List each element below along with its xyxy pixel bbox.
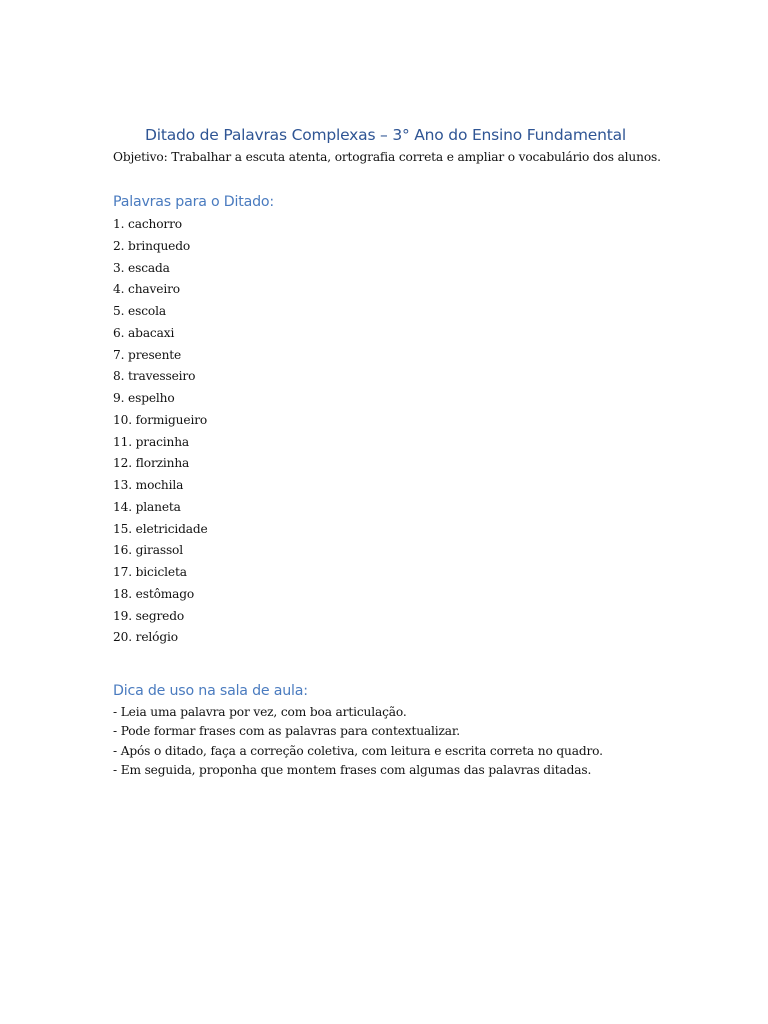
tip-list [113,703,658,780]
tip-item: - Em seguida, proponha que montem frases com algumas das palavras ditadas. [113,762,592,777]
word-item: 17. bicicleta [113,565,187,579]
word-item: 1. cachorro [113,217,182,231]
document-title: Ditado de Palavras Complexas – 3° Ano do Ensino Fundamental [145,126,626,144]
word-item: 8. travesseiro [113,369,196,384]
word-item: 12. florzinha [113,456,190,471]
word-item: 5. escola [113,304,166,318]
word-item: 2. brinquedo [113,238,191,253]
word-item: 10. formigueiro [113,412,208,427]
word-list [113,214,658,649]
words-section-heading: Palavras para o Ditado: [113,194,274,210]
objective-text: Objetivo: Trabalhar a escuta atenta, ortografia correta e ampliar o vocabulário dos alunos. [113,150,661,164]
word-item: 11. pracinha [113,434,190,449]
word-item: 15. eletricidade [113,521,208,536]
word-item: 7. presente [113,347,182,362]
word-item: 20. relógio [113,630,178,645]
tip-item: - Após o ditado, faça a correção coletiva, com leitura e escrita correta no quadro. [113,743,603,758]
tip-item: - Leia uma palavra por vez, com boa articulação. [113,705,407,719]
word-item: 4. chaveiro [113,282,180,297]
word-item: 3. escada [113,260,170,275]
word-item: 16. girassol [113,543,183,558]
word-item: 9. espelho [113,391,175,405]
word-item: 19. segredo [113,608,185,623]
document-content [113,124,661,780]
word-item: 18. estômago [113,586,195,601]
tip-item: - Pode formar frases com as palavras para contextualizar. [113,724,460,739]
word-item: 6. abacaxi [113,325,175,340]
word-item: 13. mochila [113,478,184,492]
word-item: 14. planeta [113,499,181,514]
tips-section-heading: Dica de uso na sala de aula: [113,683,308,699]
